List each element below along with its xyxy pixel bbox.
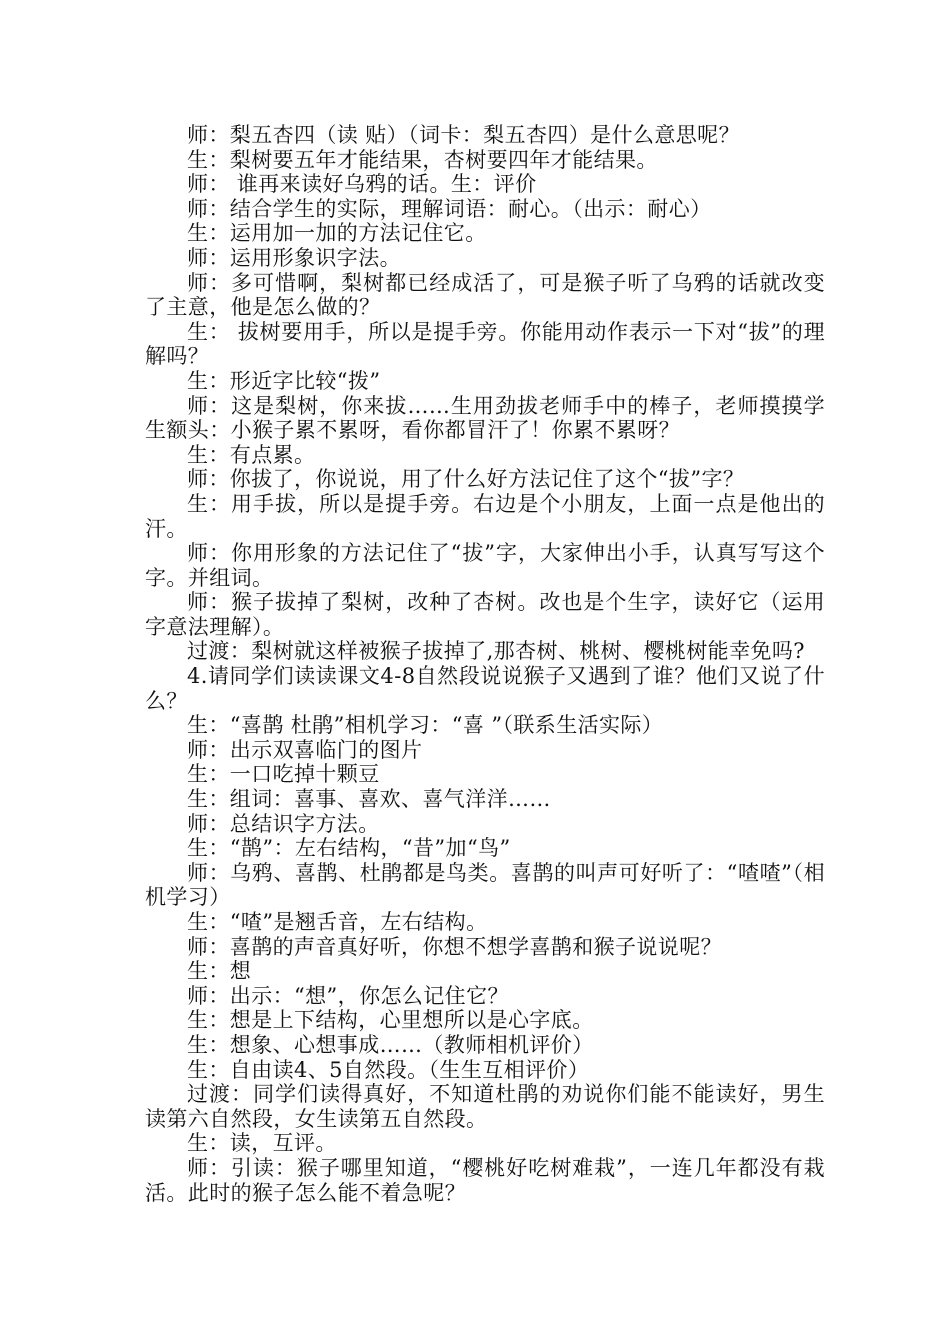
paragraph: 生：想象、心想事成……（教师相机评价）	[187, 1032, 594, 1057]
paragraph: 师：梨五杏四（读 贴）（词卡：梨五杏四）是什么意思呢？	[187, 123, 740, 147]
document-body	[145, 123, 825, 1205]
paragraph: 师：你用形象的方法记住了“拔”字，大家伸出小手，认真写写这个字。并组词。	[145, 541, 825, 590]
paragraph: 生：读，互评。	[187, 1131, 337, 1156]
paragraph: 师：乌鸦、喜鹊、杜鹃都是鸟类。喜鹊的叫声可好听了：“喳喳”（相机学习）	[145, 860, 825, 910]
paragraph: 生：想是上下结构，心里想所以是心字底。	[187, 1008, 594, 1033]
paragraph: 师： 谁再来读好乌鸦的话。生：评价	[187, 172, 537, 197]
paragraph: 师：结合学生的实际，理解词语：耐心。（出示：耐心）	[187, 196, 712, 221]
paragraph: 生：梨树要五年才能结果，杏树要四年才能结果。	[187, 147, 658, 172]
paragraph: 过渡：梨树就这样被猴子拔掉了,那杏树、桃树、樱桃树能幸免吗?	[187, 639, 805, 664]
paragraph: 师：你拔了，你说说，用了什么好方法记住了这个“拔”字？	[187, 467, 745, 492]
paragraph: 生：有点累。	[187, 442, 316, 467]
paragraph: 生： 拔树要用手，所以是提手旁。你能用动作表示一下对“拔”的理解吗？	[145, 319, 825, 369]
paragraph: 4.请同学们读读课文4-8自然段说说猴子又遇到了谁？他们又说了什么？	[145, 664, 825, 713]
paragraph: 生：“喜鹊 杜鹃”相机学习：“喜 ”（联系生活实际）	[187, 713, 664, 738]
paragraph: 师：猴子拔掉了梨树，改种了杏树。改也是个生字，读好它（运用字意法理解）。	[145, 590, 825, 639]
paragraph: 生：自由读4、5自然段。（生生互相评价）	[187, 1057, 590, 1082]
paragraph: 生：形近字比较“拨”	[187, 368, 381, 393]
paragraph: 生：“喳”是翘舌音，左右结构。	[187, 910, 488, 934]
paragraph: 生：组词：喜事、喜欢、喜气洋洋……	[187, 787, 551, 812]
paragraph: 生：用手拔，所以是提手旁。右边是个小朋友，上面一点是他出的汗。	[145, 491, 825, 541]
paragraph: 师：喜鹊的声音真好听，你想不想学喜鹊和猴子说说呢？	[187, 934, 722, 959]
paragraph: 生：运用加一加的方法记住它。	[187, 221, 487, 246]
paragraph: 师：这是梨树，你来拔……生用劲拔老师手中的棒子，老师摸摸学生额头：小猴子累不累呀，看你都冒汗了！你累不累呀？	[145, 393, 825, 443]
paragraph: 过渡：同学们读得真好，不知道杜鹃的劝说你们能不能读好，男生读第六自然段，女生读第五自然段。	[145, 1082, 825, 1131]
paragraph: 师：多可惜啊，梨树都已经成活了，可是猴子听了乌鸦的话就改变了主意，他是怎么做的？	[145, 270, 825, 320]
paragraph: 生：一口吃掉十颗豆	[187, 762, 380, 787]
paragraph: 师：引读：猴子哪里知道，“樱桃好吃树难栽”，一连几年都没有栽活。此时的猴子怎么能不着急呢？	[145, 1155, 825, 1205]
paragraph: 生：“鹊”：左右结构，“昔”加“鸟”	[187, 836, 511, 861]
paragraph: 师：运用形象识字法。	[187, 245, 401, 270]
paragraph: 师：出示：“想”，你怎么记住它？	[187, 983, 509, 1008]
paragraph: 生：想	[187, 959, 252, 984]
paragraph: 师：总结识字方法。	[187, 811, 380, 836]
paragraph: 师：出示双喜临门的图片	[187, 737, 423, 762]
